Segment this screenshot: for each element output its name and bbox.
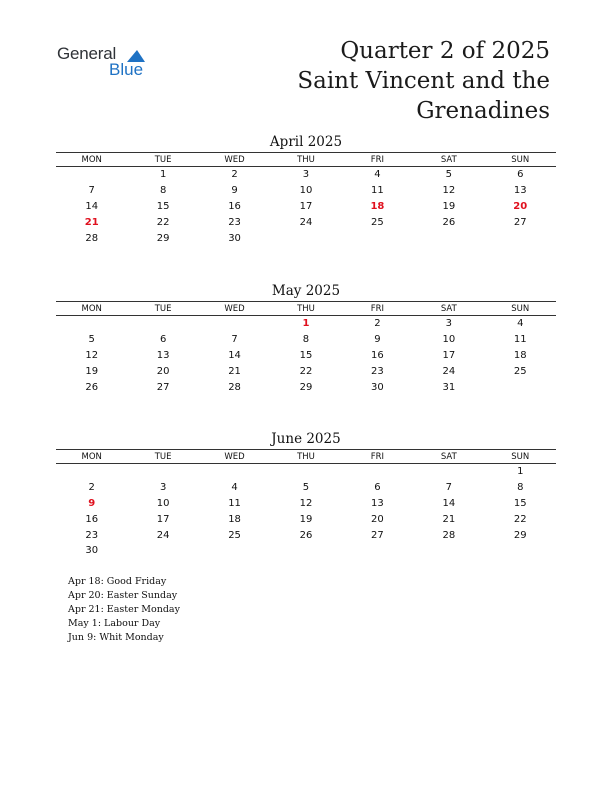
weekday-header: FRI (342, 153, 413, 167)
day-cell: 17 (156, 513, 170, 525)
day-cell: 30 (85, 545, 99, 557)
day-cell: 15 (156, 200, 170, 212)
day-cell: 8 (302, 334, 310, 346)
day-cell: 2 (374, 318, 381, 330)
day-cell: 24 (156, 529, 170, 541)
week-row (56, 167, 556, 183)
empty-cell (199, 316, 270, 332)
day-cell: 4 (517, 318, 524, 330)
holiday-list (68, 575, 180, 645)
title-line-3: Grenadines (416, 98, 550, 124)
day-cell: 5 (302, 482, 310, 494)
day-cell: 31 (442, 381, 456, 393)
day-cell: 7 (231, 334, 238, 346)
month-title: June 2025 (271, 431, 341, 447)
logo-general-text: General (57, 44, 117, 63)
week-row (56, 379, 556, 395)
day-cell: 21 (228, 365, 241, 377)
empty-cell (342, 464, 413, 480)
week-row (56, 230, 556, 246)
weekday-header: MON (56, 302, 127, 316)
day-cell: 14 (442, 497, 456, 509)
empty-cell (270, 230, 341, 246)
month-title: May 2025 (271, 283, 341, 299)
day-cell: 30 (228, 232, 241, 244)
empty-cell (485, 543, 556, 559)
day-cell: 10 (156, 497, 170, 509)
holiday-item: Jun 9: Whit Monday (68, 632, 164, 643)
generalblue-logo (57, 44, 157, 82)
day-cell: 3 (159, 482, 167, 494)
week-row (56, 348, 556, 364)
weekday-header: TUE (127, 450, 198, 464)
week-row (56, 316, 556, 332)
day-cell: 26 (442, 216, 456, 228)
day-cell: 29 (299, 381, 313, 393)
empty-cell (413, 230, 484, 246)
empty-cell (342, 543, 413, 559)
day-cell: 16 (228, 200, 241, 212)
holiday-item: Apr 21: Easter Monday (68, 604, 180, 615)
day-cell: 3 (302, 169, 310, 181)
day-cell: 7 (445, 482, 452, 494)
day-cell: 17 (299, 200, 313, 212)
day-cell: 15 (513, 497, 527, 509)
empty-cell (270, 543, 341, 559)
weekday-header: SAT (413, 153, 484, 167)
week-row (56, 480, 556, 496)
weekday-header: TUE (127, 302, 198, 316)
weekday-header: WED (199, 450, 270, 464)
title-line-2: Saint Vincent and the (297, 68, 550, 94)
day-cell: 12 (299, 497, 313, 509)
day-cell: 25 (371, 216, 384, 228)
logo-blue-text: Blue (109, 60, 144, 79)
day-cell: 11 (228, 497, 241, 509)
weekday-header: SAT (413, 450, 484, 464)
day-cell: 22 (299, 365, 313, 377)
holiday-day-cell: 21 (84, 216, 99, 228)
week-row (56, 464, 556, 480)
day-cell: 1 (517, 466, 524, 478)
empty-cell (199, 543, 270, 559)
day-cell: 16 (85, 513, 99, 525)
day-cell: 13 (156, 349, 170, 361)
day-cell: 25 (228, 529, 241, 541)
day-cell: 17 (442, 349, 456, 361)
day-cell: 30 (371, 381, 384, 393)
weekday-header: SUN (485, 450, 556, 464)
empty-cell (413, 543, 484, 559)
day-cell: 8 (517, 482, 524, 494)
day-cell: 27 (156, 381, 170, 393)
day-cell: 14 (85, 200, 99, 212)
week-row (56, 511, 556, 527)
day-cell: 19 (299, 513, 313, 525)
day-cell: 18 (513, 349, 527, 361)
weekday-header: THU (270, 302, 341, 316)
day-cell: 10 (442, 334, 456, 346)
day-cell: 12 (85, 349, 99, 361)
week-row (56, 363, 556, 379)
day-cell: 27 (513, 216, 527, 228)
day-cell: 16 (371, 349, 384, 361)
weekday-header: SUN (485, 302, 556, 316)
day-cell: 8 (159, 185, 167, 197)
day-cell: 27 (371, 529, 384, 541)
day-cell: 2 (88, 482, 95, 494)
day-cell: 3 (445, 318, 452, 330)
week-row (56, 527, 556, 543)
day-cell: 12 (442, 185, 456, 197)
holiday-day-cell: 1 (302, 318, 310, 330)
empty-cell (127, 316, 198, 332)
empty-cell (413, 464, 484, 480)
weekday-header: FRI (342, 450, 413, 464)
day-cell: 7 (88, 185, 95, 197)
day-cell: 4 (231, 482, 238, 494)
weekday-header: THU (270, 450, 341, 464)
day-cell: 24 (442, 365, 456, 377)
empty-cell (199, 464, 270, 480)
day-cell: 29 (156, 232, 170, 244)
weekday-header: TUE (127, 153, 198, 167)
day-cell: 22 (513, 513, 527, 525)
holiday-item: Apr 18: Good Friday (68, 576, 167, 587)
week-row (56, 214, 556, 230)
empty-cell (127, 543, 198, 559)
weekday-header: WED (199, 153, 270, 167)
month-grid (56, 152, 556, 246)
day-cell: 26 (85, 381, 99, 393)
weekday-header: THU (270, 153, 341, 167)
empty-cell (56, 464, 127, 480)
page-title (190, 36, 550, 126)
day-cell: 6 (159, 334, 167, 346)
day-cell: 28 (85, 232, 99, 244)
week-row (56, 496, 556, 512)
day-cell: 29 (513, 529, 527, 541)
day-cell: 15 (299, 349, 313, 361)
empty-cell (56, 167, 127, 183)
day-cell: 2 (231, 169, 238, 181)
day-cell: 19 (85, 365, 99, 377)
day-cell: 9 (374, 334, 381, 346)
day-cell: 23 (228, 216, 241, 228)
month-title: April 2025 (269, 134, 343, 150)
day-cell: 9 (231, 185, 238, 197)
day-cell: 19 (442, 200, 456, 212)
day-cell: 24 (299, 216, 313, 228)
weekday-header: SAT (413, 302, 484, 316)
day-cell: 23 (85, 529, 99, 541)
title-line-1: Quarter 2 of 2025 (340, 38, 550, 64)
day-cell: 13 (513, 185, 527, 197)
day-cell: 1 (159, 169, 167, 181)
week-row (56, 199, 556, 215)
empty-cell (270, 464, 341, 480)
week-row (56, 543, 556, 559)
day-cell: 5 (445, 169, 452, 181)
day-cell: 28 (228, 381, 241, 393)
day-cell: 13 (371, 497, 384, 509)
month-grid (56, 301, 556, 395)
day-cell: 26 (299, 529, 313, 541)
month-calendar (56, 132, 556, 246)
holiday-item: Apr 20: Easter Sunday (68, 590, 178, 601)
day-cell: 21 (442, 513, 456, 525)
day-cell: 18 (228, 513, 241, 525)
empty-cell (485, 379, 556, 395)
day-cell: 14 (228, 349, 241, 361)
day-cell: 11 (371, 185, 384, 197)
day-cell: 25 (513, 365, 527, 377)
day-cell: 10 (299, 185, 313, 197)
holiday-item: May 1: Labour Day (68, 618, 161, 629)
empty-cell (485, 230, 556, 246)
empty-cell (127, 464, 198, 480)
day-cell: 4 (374, 169, 381, 181)
weekday-header: MON (56, 450, 127, 464)
month-grid (56, 449, 556, 559)
week-row (56, 332, 556, 348)
weekday-header: MON (56, 153, 127, 167)
day-cell: 5 (88, 334, 95, 346)
holiday-day-cell: 20 (513, 200, 528, 212)
weekday-header: SUN (485, 153, 556, 167)
holiday-day-cell: 9 (88, 497, 96, 509)
weekday-header: FRI (342, 302, 413, 316)
day-cell: 11 (513, 334, 527, 346)
month-calendar (56, 429, 556, 559)
day-cell: 22 (156, 216, 170, 228)
day-cell: 6 (374, 482, 381, 494)
weekday-header: WED (199, 302, 270, 316)
day-cell: 23 (371, 365, 384, 377)
holiday-day-cell: 18 (370, 200, 385, 212)
day-cell: 28 (442, 529, 456, 541)
day-cell: 20 (156, 365, 170, 377)
day-cell: 20 (371, 513, 384, 525)
empty-cell (342, 230, 413, 246)
day-cell: 6 (517, 169, 524, 181)
empty-cell (56, 316, 127, 332)
week-row (56, 183, 556, 199)
month-calendar (56, 281, 556, 395)
